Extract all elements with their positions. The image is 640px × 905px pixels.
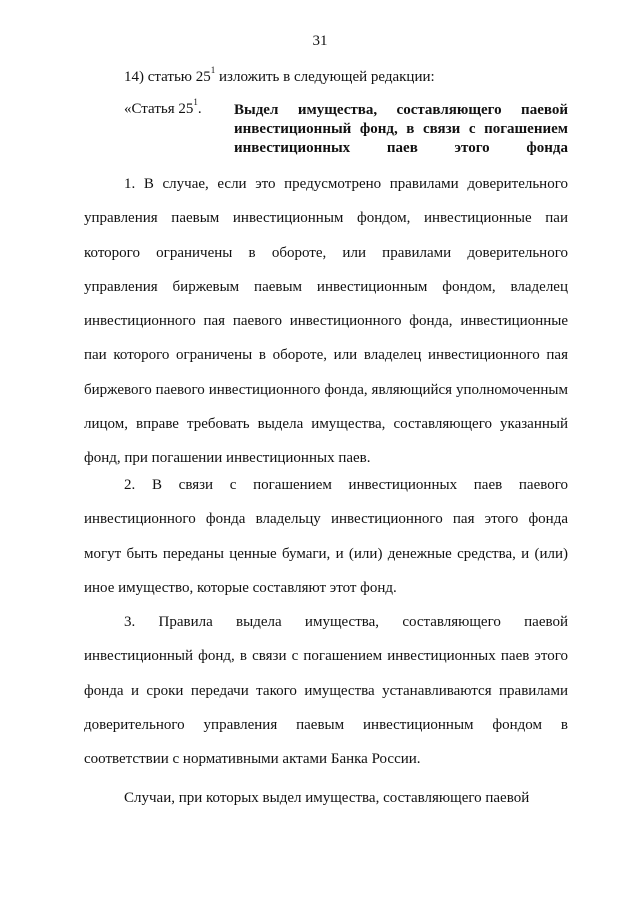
superscript: 1: [193, 97, 198, 107]
article-label: [124, 97, 202, 118]
amendment-intro-text-end: изложить в следующей редакции:: [215, 69, 435, 85]
superscript: 1: [210, 65, 216, 75]
paragraph-2: 2. В связи с погашением инвестиционных паев паевого инвестиционного фонда владельцу инвестиционного пая этого фонда могут быть переданы ценные бумаги, и (или) денежные средства, и (или) иное имущество, которые составляют этот фонд.: [84, 477, 568, 596]
article-title: Выдел имущества, составляющего паевой инвестиционный фонд, в связи с погашением инвестиционных паев этого фонда: [234, 102, 568, 156]
page-number: 31: [312, 33, 328, 49]
paragraph-3: 3. Правила выдела имущества, составляющего паевой инвестиционный фонд, в связи с погашением инвестиционных паев этого фонда и сроки передачи такого имущества устанавливаются правилами доверительного управления паевым инвестиционным фондом в соответствии с нормативными актами Банка России.: [84, 614, 568, 768]
article-label-dot: .: [197, 101, 202, 117]
paragraph-4: Случаи, при которых выдел имущества, составляющего паевой: [124, 790, 530, 806]
paragraph-1: 1. В случае, если это предусмотрено правилами доверительного управления паевым инвестиционным фондом, инвестиционные паи которого ограничены в обороте, или правилами доверительного управления биржевым паевым инвестиционным фондом, владелец инвестиционного пая паевого инвестиционного фонда, инвестиционные паи которого ограничены в обороте, или владелец инвестиционного пая биржевого паевого инвестиционного фонда, являющийся уполномоченным лицом, вправе требовать выдела имущества, составляющего указанный фонд, при погашении инвестиционных паев.: [84, 176, 568, 467]
amendment-intro-text: 14) статью 25: [124, 69, 211, 85]
amendment-intro: [124, 65, 564, 86]
article-label-text: «Статья 25: [124, 101, 194, 117]
